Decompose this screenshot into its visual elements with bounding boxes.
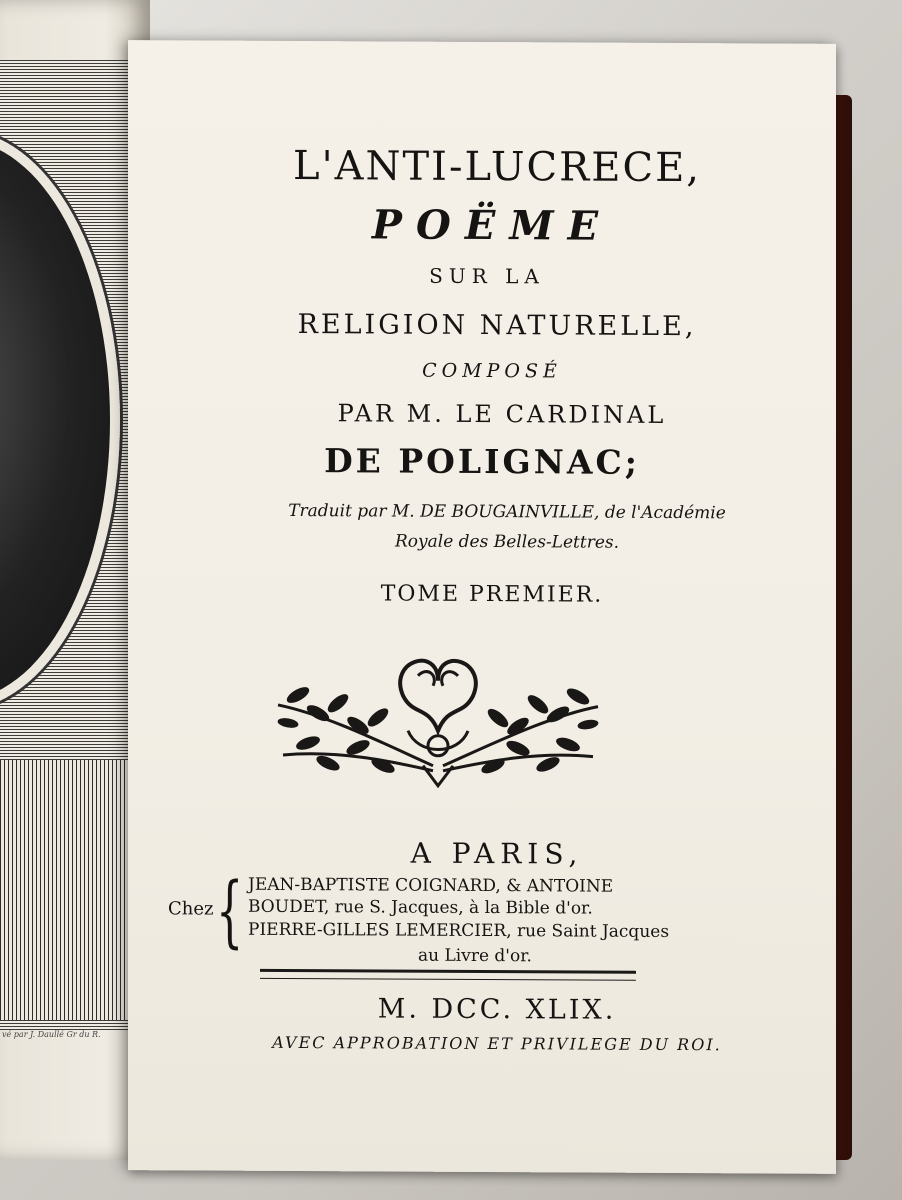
privilege-line: AVEC APPROBATION ET PRIVILEGE DU ROI. [272, 1032, 722, 1055]
printers-ornament-vignette [268, 635, 608, 802]
engraving-plinth [0, 760, 132, 1020]
place-line: A PARIS, [410, 836, 584, 871]
book-subtitle: POËME [371, 201, 613, 250]
translator-line-1: Traduit par M. DE BOUGAINVILLE, de l'Académie [288, 500, 726, 524]
engraver-credit: vé par J. Daullé Gr du R. [2, 1030, 101, 1039]
year-line: M. DCC. XLIX. [377, 993, 617, 1026]
religion-line: RELIGION NATURELLE, [297, 309, 697, 343]
publisher-line-4: au Livre d'or. [418, 945, 532, 967]
tome-line: TOME PREMIER. [380, 581, 604, 608]
translator-line-2: Royale des Belles-Lettres. [394, 531, 620, 553]
double-rule [260, 969, 636, 981]
publisher-line-2: BOUDET, rue S. Jacques, à la Bible d'or. [248, 896, 593, 919]
sur-la-line: SUR LA [429, 263, 545, 289]
compose-line: COMPOSÉ [422, 359, 562, 383]
chez-label: Chez [168, 898, 214, 920]
book-title: L'ANTI-LUCRECE, [293, 143, 701, 192]
imprint-brace: { [216, 866, 244, 957]
publisher-line-3: PIERRE-GILLES LEMERCIER, rue Saint Jacques [248, 919, 670, 942]
publisher-line-1: JEAN-BAPTISTE COIGNARD, & ANTOINE [248, 874, 614, 897]
author-line: DE POLIGNAC; [324, 441, 640, 482]
title-page [128, 40, 836, 1174]
par-line: PAR M. LE CARDINAL [337, 399, 667, 429]
